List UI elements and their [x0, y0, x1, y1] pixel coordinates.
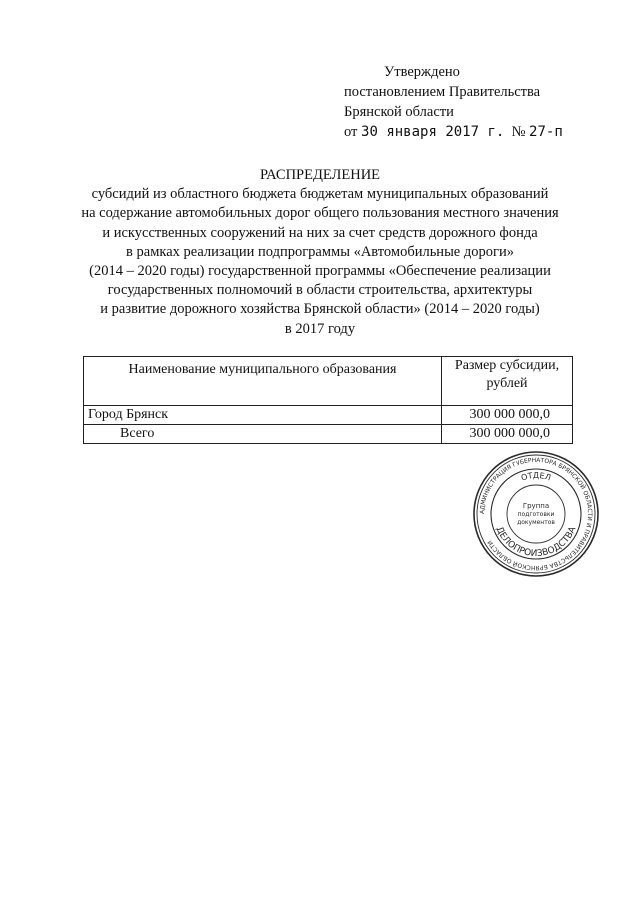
date-prefix: от	[344, 124, 358, 140]
stamp-center-line: Группа	[522, 502, 550, 510]
stamp-center-line: подготовки	[517, 511, 555, 518]
title-line: на содержание автомобильных дорог общего пользования местного значения	[81, 205, 559, 222]
table-total-row	[84, 425, 573, 444]
document-title	[0, 166, 640, 339]
approval-line-approved: Утверждено	[384, 64, 460, 80]
title-line: в 2017 году	[284, 320, 356, 337]
official-seal-stamp	[472, 450, 600, 578]
header-subsidy-amount: Размер субсидии, рублей	[442, 357, 573, 406]
stamp-ring-text: АДМИНИСТРАЦИЯ ГУБЕРНАТОРА БРЯНСКОЙ ОБЛАСТИ И ПРАВИТЕЛЬСТВА БРЯНСКОЙ ОБЛАСТИ	[478, 456, 594, 572]
title-line: в рамках реализации подпрограммы «Автомобильные дороги»	[126, 243, 514, 260]
subsidy-table	[83, 356, 573, 444]
total-label: Всего	[84, 425, 442, 444]
title-heading: РАСПРЕДЕЛЕНИЕ	[259, 167, 381, 183]
stamp-inner-arc: ДЕЛОПРОИЗВОДСТВА	[493, 525, 579, 560]
table-header-row	[84, 357, 573, 406]
stamp-center-line: документов	[517, 519, 555, 526]
title-line: и искусственных сооружений на них за счет средств дорожного фонда	[102, 224, 538, 241]
municipality-name: Город Брянск	[84, 406, 442, 425]
table-row	[84, 406, 573, 425]
stamp-inner-top: ОТДЕЛ	[519, 470, 553, 483]
title-line: (2014 – 2020 годы) государственной программы «Обеспечение реализации	[89, 263, 551, 280]
title-line: субсидий из областного бюджета бюджетам муниципальных образований	[91, 186, 549, 203]
header-municipality: Наименование муниципального образования	[84, 357, 442, 406]
total-amount: 300 000 000,0	[442, 425, 573, 444]
approval-date-line	[344, 122, 563, 142]
date-value: 30 января 2017 г.	[361, 124, 505, 140]
approval-block	[344, 62, 563, 142]
title-line: и развитие дорожного хозяйства Брянской области» (2014 – 2020 годы)	[100, 301, 540, 318]
subsidy-amount: 300 000 000,0	[442, 406, 573, 425]
number-sign: №	[511, 124, 526, 140]
stamp-graphic	[472, 450, 600, 578]
approval-line-region: Брянской области	[344, 104, 454, 120]
title-line: государственных полномочий в области строительства, архитектуры	[107, 282, 533, 299]
approval-line-resolution: постановлением Правительства	[344, 84, 541, 100]
document-number: 27-п	[529, 124, 563, 140]
